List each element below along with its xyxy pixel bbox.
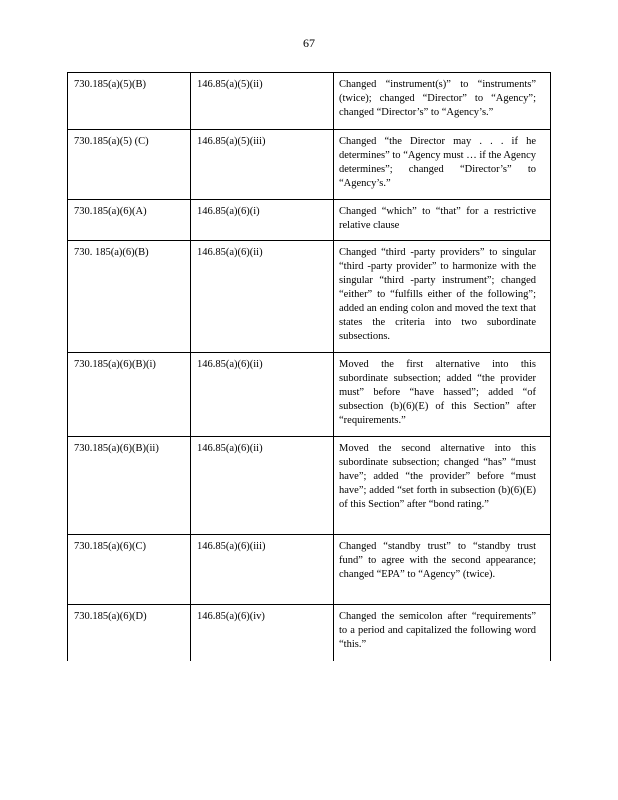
table-row (68, 130, 551, 200)
change-description-cell: Changed “which” to “that” for a restrictive relative clause (334, 200, 551, 241)
old-section-cell: 730.185(a)(6)(C) (68, 535, 191, 605)
old-section-cell: 730.185(a)(6)(B)(ii) (68, 437, 191, 535)
new-section-cell: 146.85(a)(6)(ii) (191, 437, 334, 535)
new-section-cell: 146.85(a)(6)(iii) (191, 535, 334, 605)
new-section-cell: 146.85(a)(6)(ii) (191, 241, 334, 353)
old-section-cell: 730.185(a)(6)(A) (68, 200, 191, 241)
new-section-cell: 146.85(a)(5)(ii) (191, 73, 334, 130)
table-row (68, 200, 551, 241)
change-description-cell: Moved the first alternative into this subordinate subsection; added “the provider must” before “have hassed”; added “of subsection (b)(6)(E) of this Section” after “requirements.” (334, 353, 551, 437)
change-description-cell: Changed “standby trust” to “standby trust fund” to agree with the second appearance; changed “EPA” to “Agency” (twice). (334, 535, 551, 605)
table-row (68, 535, 551, 605)
table-row (68, 353, 551, 437)
old-section-cell: 730. 185(a)(6)(B) (68, 241, 191, 353)
change-description-cell: Changed the semicolon after “requirements” to a period and capitalized the following word “this.” (334, 605, 551, 661)
table-row (68, 73, 551, 130)
change-description-cell: Moved the second alternative into this subordinate subsection; changed “has” “must have”; added “the provider” before “must have”; added “set forth in subsection (b)(6)(E) of this Section” after “bond rating.” (334, 437, 551, 535)
old-section-cell: 730.185(a)(5)(B) (68, 73, 191, 130)
new-section-cell: 146.85(a)(6)(iv) (191, 605, 334, 661)
change-description-cell: Changed “third -party providers” to singular “third -party provider” to harmonize with the singular “third -party instrument”; changed “either” to “fulfills either of the following”; added an ending colon and moved the text that states the criteria into two subordinate subsections. (334, 241, 551, 353)
change-description-cell: Changed “the Director may . . . if he determines” to “Agency must … if the Agency determines”; changed “Director’s” to “Agency’s.” (334, 130, 551, 200)
table-row (68, 437, 551, 535)
new-section-cell: 146.85(a)(6)(ii) (191, 353, 334, 437)
table-row (68, 605, 551, 661)
page-number: 67 (303, 36, 315, 50)
change-description-cell: Changed “instrument(s)” to “instruments” (twice); changed “Director” to “Agency”; changed “Director’s” to “Agency’s.” (334, 73, 551, 130)
new-section-cell: 146.85(a)(5)(iii) (191, 130, 334, 200)
new-section-cell: 146.85(a)(6)(i) (191, 200, 334, 241)
table-row (68, 241, 551, 353)
old-section-cell: 730.185(a)(6)(D) (68, 605, 191, 661)
old-section-cell: 730.185(a)(5) (C) (68, 130, 191, 200)
section-comparison-table (67, 72, 551, 661)
old-section-cell: 730.185(a)(6)(B)(i) (68, 353, 191, 437)
